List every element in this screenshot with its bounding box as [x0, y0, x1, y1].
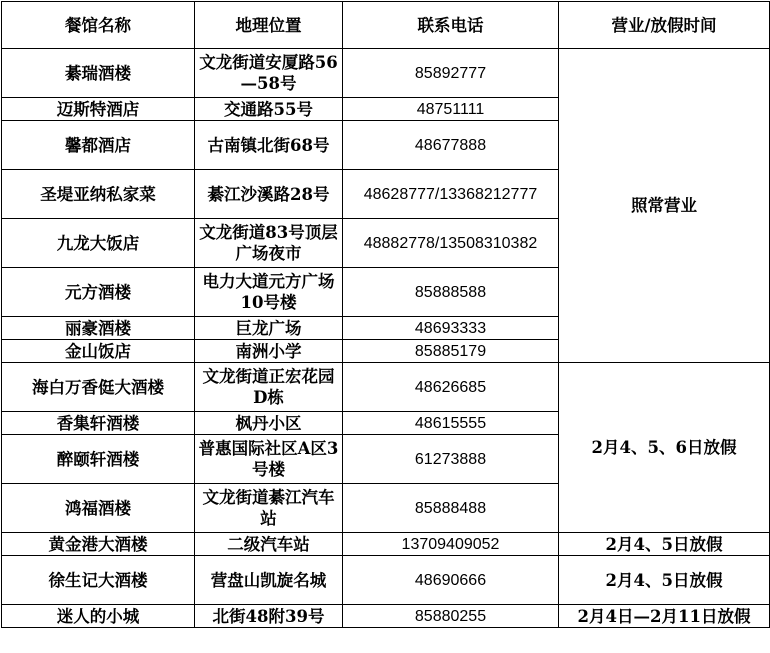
restaurant-name: 香集轩酒楼	[2, 412, 195, 435]
restaurant-holiday-table	[1, 1, 770, 628]
restaurant-name: 元方酒楼	[2, 268, 195, 317]
restaurant-address: 北街48附39号	[195, 605, 343, 628]
restaurant-address: 綦江沙溪路28号	[195, 170, 343, 219]
restaurant-phone: 48882778/13508310382	[343, 219, 559, 268]
restaurant-phone: 85888588	[343, 268, 559, 317]
restaurant-address: 枫丹小区	[195, 412, 343, 435]
restaurant-name: 綦瑞酒楼	[2, 49, 195, 98]
restaurant-address: 文龙街道83号顶层广场夜市	[195, 219, 343, 268]
restaurant-name: 九龙大饭店	[2, 219, 195, 268]
restaurant-phone: 85885179	[343, 340, 559, 363]
restaurant-name: 迷人的小城	[2, 605, 195, 628]
restaurant-phone: 13709409052	[343, 533, 559, 556]
header-name: 餐馆名称	[2, 2, 195, 49]
table-row	[2, 605, 770, 628]
restaurant-name: 海白万香侹大酒楼	[2, 363, 195, 412]
table-row	[2, 556, 770, 605]
restaurant-address: 文龙街道正宏花园D栋	[195, 363, 343, 412]
header-row	[2, 2, 770, 49]
restaurant-address: 电力大道元方广场10号楼	[195, 268, 343, 317]
restaurant-phone: 48751111	[343, 98, 559, 121]
restaurant-phone: 48677888	[343, 121, 559, 170]
restaurant-phone: 48690666	[343, 556, 559, 605]
hours-cell: 2月4、5、6日放假	[559, 363, 770, 533]
restaurant-name: 迈斯特酒店	[2, 98, 195, 121]
restaurant-phone: 85892777	[343, 49, 559, 98]
restaurant-phone: 48628777/13368212777	[343, 170, 559, 219]
header-phone: 联系电话	[343, 2, 559, 49]
restaurant-address: 巨龙广场	[195, 317, 343, 340]
restaurant-name: 丽豪酒楼	[2, 317, 195, 340]
header-hours: 营业/放假时间	[559, 2, 770, 49]
table-row	[2, 533, 770, 556]
restaurant-address: 营盘山凯旋名城	[195, 556, 343, 605]
restaurant-phone: 48693333	[343, 317, 559, 340]
restaurant-address: 古南镇北街68号	[195, 121, 343, 170]
restaurant-address: 文龙街道安厦路56—58号	[195, 49, 343, 98]
restaurant-name: 圣堤亚纳私家菜	[2, 170, 195, 219]
restaurant-name: 鸿福酒楼	[2, 484, 195, 533]
hours-cell: 2月4、5日放假	[559, 533, 770, 556]
hours-cell: 2月4、5日放假	[559, 556, 770, 605]
restaurant-address: 二级汽车站	[195, 533, 343, 556]
restaurant-address: 南洲小学	[195, 340, 343, 363]
restaurant-address: 文龙街道綦江汽车站	[195, 484, 343, 533]
hours-cell: 2月4日—2月11日放假	[559, 605, 770, 628]
restaurant-name: 金山饭店	[2, 340, 195, 363]
restaurant-phone: 85880255	[343, 605, 559, 628]
restaurant-phone: 85888488	[343, 484, 559, 533]
restaurant-address: 普惠国际社区A区3号楼	[195, 435, 343, 484]
restaurant-address: 交通路55号	[195, 98, 343, 121]
restaurant-phone: 61273888	[343, 435, 559, 484]
restaurant-name: 醉颐轩酒楼	[2, 435, 195, 484]
restaurant-phone: 48615555	[343, 412, 559, 435]
restaurant-phone: 48626685	[343, 363, 559, 412]
hours-cell: 照常营业	[559, 49, 770, 363]
table-row	[2, 363, 770, 412]
restaurant-name: 馨都酒店	[2, 121, 195, 170]
restaurant-name: 徐生记大酒楼	[2, 556, 195, 605]
header-address: 地理位置	[195, 2, 343, 49]
restaurant-name: 黄金港大酒楼	[2, 533, 195, 556]
table-row	[2, 49, 770, 98]
